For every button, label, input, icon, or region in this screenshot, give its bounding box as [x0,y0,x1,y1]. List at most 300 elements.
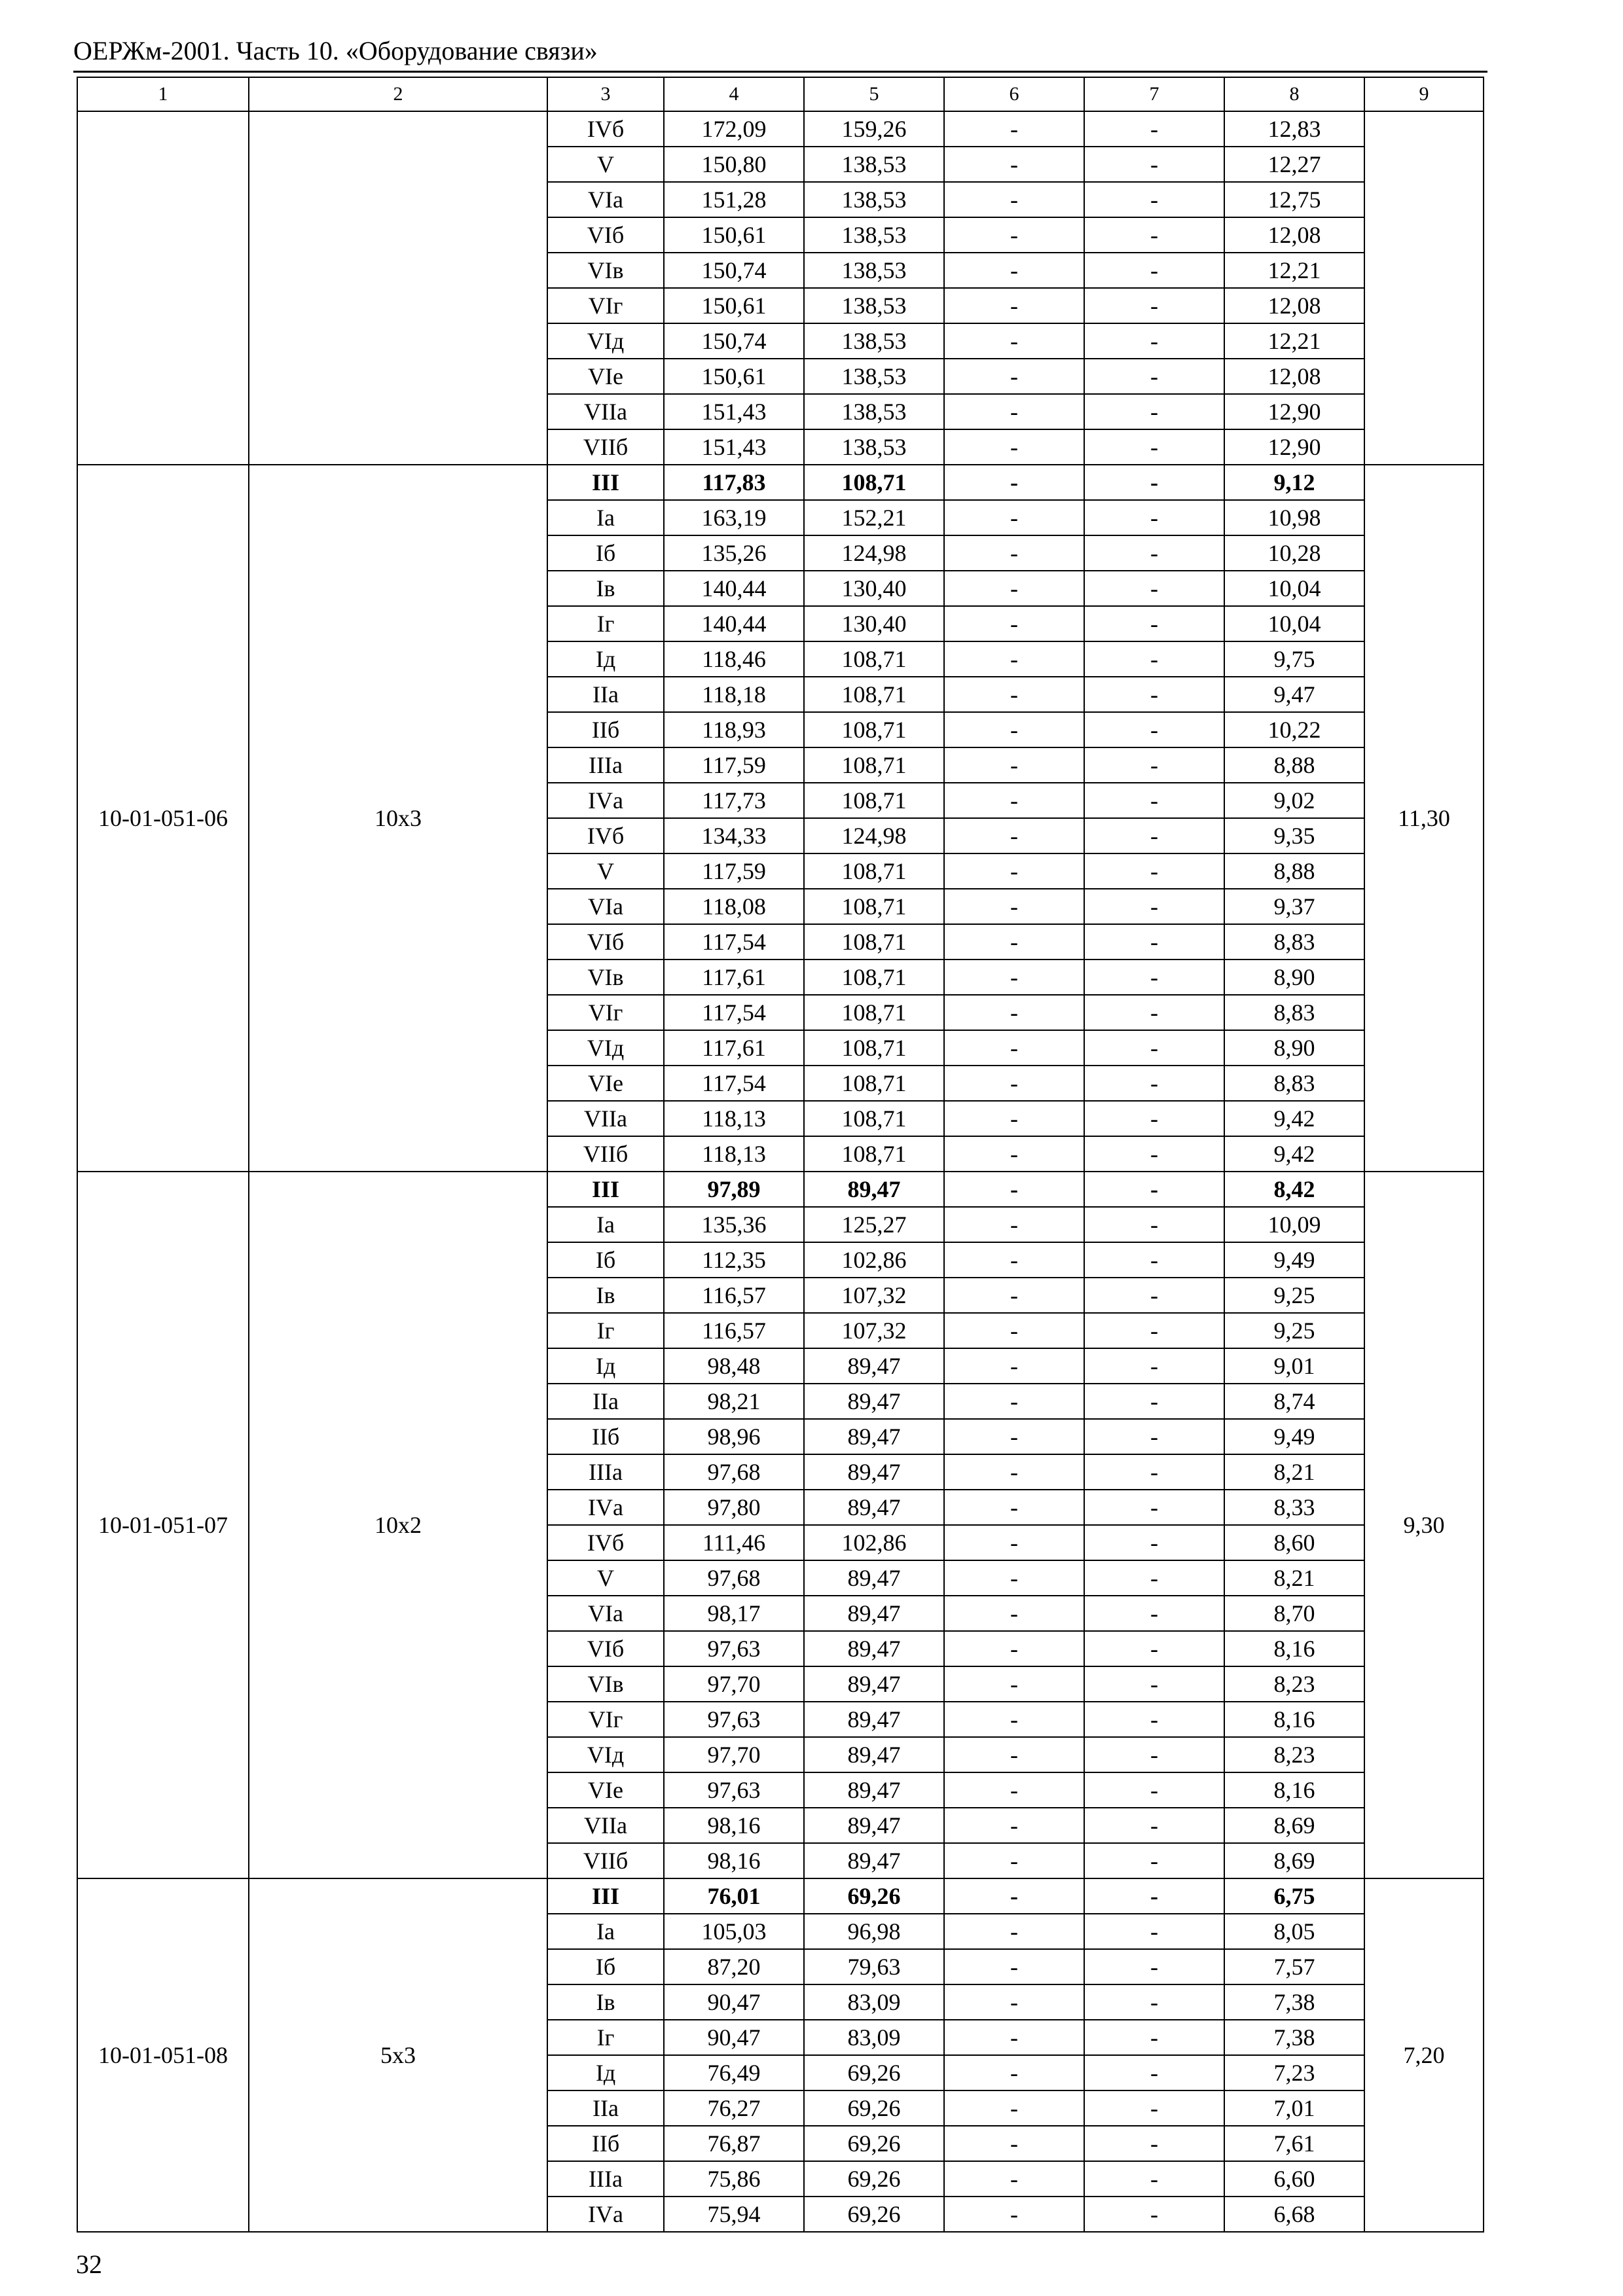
materials-cell: 12,75 [1224,182,1364,217]
materials-cell: 9,42 [1224,1101,1364,1136]
machine-cell: - [944,1242,1084,1278]
wage-cell: 108,71 [804,1136,944,1172]
total-cell: 150,74 [664,323,804,359]
total-cell: 98,16 [664,1843,804,1878]
total-cell: 76,27 [664,2090,804,2126]
wage-cell: 130,40 [804,571,944,606]
category-cell: Iб [547,535,664,571]
column-number: 3 [547,77,664,111]
materials-cell: 8,70 [1224,1596,1364,1631]
wage-cell: 108,71 [804,853,944,889]
wage-cell: 108,71 [804,747,944,783]
wage-cell: 102,86 [804,1242,944,1278]
machinist-wage-cell: - [1084,1101,1224,1136]
machinist-wage-cell: - [1084,1984,1224,2020]
machine-cell: - [944,2020,1084,2055]
materials-cell: 8,21 [1224,1560,1364,1596]
machinist-wage-cell: - [1084,606,1224,641]
category-cell: VIг [547,288,664,323]
machinist-wage-cell: - [1084,571,1224,606]
total-cell: 98,21 [664,1384,804,1419]
column-numbers-row [77,77,1484,111]
category-cell: Iб [547,1949,664,1984]
machine-cell: - [944,1490,1084,1525]
wage-cell: 107,32 [804,1278,944,1313]
wage-cell: 89,47 [804,1737,944,1772]
machinist-wage-cell: - [1084,182,1224,217]
wage-cell: 83,09 [804,1984,944,2020]
machinist-wage-cell: - [1084,1631,1224,1666]
wage-cell: 108,71 [804,465,944,500]
total-cell: 90,47 [664,2020,804,2055]
materials-cell: 7,23 [1224,2055,1364,2090]
category-cell: VIв [547,960,664,995]
wage-cell: 89,47 [804,1172,944,1207]
machine-cell: - [944,571,1084,606]
machine-cell: - [944,217,1084,253]
total-cell: 116,57 [664,1278,804,1313]
machinist-wage-cell: - [1084,2161,1224,2197]
total-cell: 105,03 [664,1914,804,1949]
machine-cell: - [944,995,1084,1030]
wage-cell: 69,26 [804,2197,944,2232]
machine-cell: - [944,960,1084,995]
machinist-wage-cell: - [1084,853,1224,889]
materials-cell: 8,33 [1224,1490,1364,1525]
wage-cell: 89,47 [804,1560,944,1596]
category-cell: IIб [547,712,664,747]
machine-cell: - [944,323,1084,359]
category-cell: Iа [547,500,664,535]
machine-cell: - [944,1419,1084,1454]
machinist-wage-cell: - [1084,818,1224,853]
category-cell: IIа [547,677,664,712]
wage-cell: 159,26 [804,111,944,147]
total-cell: 75,94 [664,2197,804,2232]
total-cell: 150,80 [664,147,804,182]
materials-cell: 8,90 [1224,960,1364,995]
total-cell: 151,28 [664,182,804,217]
materials-cell: 12,21 [1224,323,1364,359]
labor-cell: 11,30 [1364,465,1484,1172]
materials-cell: 8,16 [1224,1631,1364,1666]
wage-cell: 138,53 [804,253,944,288]
wage-cell: 108,71 [804,1101,944,1136]
total-cell: 76,01 [664,1878,804,1914]
category-cell: VIд [547,1737,664,1772]
total-cell: 118,08 [664,889,804,924]
wage-cell: 108,71 [804,1030,944,1066]
materials-cell: 8,88 [1224,853,1364,889]
table-row [77,465,1484,500]
category-cell: VIг [547,995,664,1030]
machine-cell: - [944,1808,1084,1843]
total-cell: 117,54 [664,1066,804,1101]
category-cell: VIа [547,1596,664,1631]
category-cell: VIе [547,359,664,394]
materials-cell: 9,75 [1224,641,1364,677]
machine-cell: - [944,465,1084,500]
category-cell: IIа [547,1384,664,1419]
total-cell: 97,70 [664,1666,804,1702]
wage-cell: 69,26 [804,2126,944,2161]
materials-cell: 6,68 [1224,2197,1364,2232]
materials-cell: 7,38 [1224,1984,1364,2020]
total-cell: 98,48 [664,1348,804,1384]
size-cell: 10х3 [249,465,547,1172]
wage-cell: 69,26 [804,2090,944,2126]
category-cell: VIIа [547,1808,664,1843]
total-cell: 118,13 [664,1136,804,1172]
total-cell: 140,44 [664,606,804,641]
machine-cell: - [944,2126,1084,2161]
machinist-wage-cell: - [1084,1808,1224,1843]
machinist-wage-cell: - [1084,500,1224,535]
category-cell: IVа [547,1490,664,1525]
machine-cell: - [944,1313,1084,1348]
wage-cell: 108,71 [804,889,944,924]
machinist-wage-cell: - [1084,924,1224,960]
category-cell: III [547,1878,664,1914]
machinist-wage-cell: - [1084,1207,1224,1242]
category-cell: VIе [547,1772,664,1808]
total-cell: 117,61 [664,1030,804,1066]
category-cell: Iа [547,1207,664,1242]
total-cell: 117,59 [664,747,804,783]
category-cell: IVб [547,111,664,147]
materials-cell: 9,25 [1224,1278,1364,1313]
materials-cell: 12,21 [1224,253,1364,288]
category-cell: Iд [547,2055,664,2090]
materials-cell: 7,38 [1224,2020,1364,2055]
materials-cell: 8,16 [1224,1702,1364,1737]
machinist-wage-cell: - [1084,1525,1224,1560]
size-cell: 5х3 [249,1878,547,2232]
materials-cell: 10,04 [1224,571,1364,606]
materials-cell: 9,37 [1224,889,1364,924]
total-cell: 172,09 [664,111,804,147]
machinist-wage-cell: - [1084,1136,1224,1172]
category-cell: Iг [547,1313,664,1348]
total-cell: 117,73 [664,783,804,818]
machine-cell: - [944,2090,1084,2126]
machinist-wage-cell: - [1084,783,1224,818]
machine-cell: - [944,747,1084,783]
total-cell: 97,89 [664,1172,804,1207]
table-row [77,111,1484,147]
wage-cell: 108,71 [804,924,944,960]
column-number: 2 [249,77,547,111]
wage-cell: 102,86 [804,1525,944,1560]
materials-cell: 10,09 [1224,1207,1364,1242]
machinist-wage-cell: - [1084,1737,1224,1772]
wage-cell: 138,53 [804,288,944,323]
wage-cell: 108,71 [804,995,944,1030]
wage-cell: 138,53 [804,217,944,253]
machine-cell: - [944,1914,1084,1949]
column-number: 4 [664,77,804,111]
wage-cell: 69,26 [804,2055,944,2090]
wage-cell: 83,09 [804,2020,944,2055]
machinist-wage-cell: - [1084,712,1224,747]
materials-cell: 12,08 [1224,359,1364,394]
machine-cell: - [944,1878,1084,1914]
category-cell: VIв [547,253,664,288]
wage-cell: 89,47 [804,1772,944,1808]
wage-cell: 125,27 [804,1207,944,1242]
category-cell: Iд [547,1348,664,1384]
wage-cell: 89,47 [804,1596,944,1631]
category-cell: IVб [547,1525,664,1560]
machinist-wage-cell: - [1084,889,1224,924]
machine-cell: - [944,535,1084,571]
column-number: 7 [1084,77,1224,111]
category-cell: VIIб [547,1843,664,1878]
header-rule [73,71,1487,73]
materials-cell: 7,01 [1224,2090,1364,2126]
total-cell: 97,63 [664,1702,804,1737]
machine-cell: - [944,1772,1084,1808]
machine-cell: - [944,606,1084,641]
materials-cell: 9,42 [1224,1136,1364,1172]
machinist-wage-cell: - [1084,995,1224,1030]
machinist-wage-cell: - [1084,2090,1224,2126]
category-cell: VIе [547,1066,664,1101]
machine-cell: - [944,1596,1084,1631]
machinist-wage-cell: - [1084,1666,1224,1702]
materials-cell: 8,23 [1224,1737,1364,1772]
machinist-wage-cell: - [1084,1878,1224,1914]
total-cell: 98,17 [664,1596,804,1631]
machinist-wage-cell: - [1084,359,1224,394]
total-cell: 97,80 [664,1490,804,1525]
category-cell: IIб [547,1419,664,1454]
wage-cell: 89,47 [804,1490,944,1525]
machine-cell: - [944,394,1084,429]
category-cell: IIIа [547,747,664,783]
total-cell: 117,83 [664,465,804,500]
category-cell: Iв [547,571,664,606]
total-cell: 98,16 [664,1808,804,1843]
category-cell: III [547,465,664,500]
category-cell: VIд [547,323,664,359]
machinist-wage-cell: - [1084,394,1224,429]
machinist-wage-cell: - [1084,2020,1224,2055]
total-cell: 150,74 [664,253,804,288]
total-cell: 118,93 [664,712,804,747]
total-cell: 150,61 [664,359,804,394]
materials-cell: 9,49 [1224,1419,1364,1454]
category-cell: III [547,1172,664,1207]
column-number: 6 [944,77,1084,111]
category-cell: Iа [547,1914,664,1949]
category-cell: V [547,147,664,182]
total-cell: 118,13 [664,1101,804,1136]
machine-cell: - [944,853,1084,889]
machinist-wage-cell: - [1084,217,1224,253]
total-cell: 117,54 [664,995,804,1030]
code-cell [77,111,249,465]
total-cell: 150,61 [664,288,804,323]
category-cell: Iг [547,606,664,641]
category-cell: VIа [547,889,664,924]
wage-cell: 138,53 [804,323,944,359]
wage-cell: 108,71 [804,641,944,677]
category-cell: IIб [547,2126,664,2161]
wage-cell: 89,47 [804,1384,944,1419]
machine-cell: - [944,1737,1084,1772]
wage-cell: 152,21 [804,500,944,535]
total-cell: 151,43 [664,429,804,465]
total-cell: 135,26 [664,535,804,571]
labor-cell: 9,30 [1364,1172,1484,1878]
total-cell: 76,49 [664,2055,804,2090]
materials-cell: 6,60 [1224,2161,1364,2197]
category-cell: VIв [547,1666,664,1702]
materials-cell: 9,12 [1224,465,1364,500]
total-cell: 87,20 [664,1949,804,1984]
machinist-wage-cell: - [1084,1348,1224,1384]
machinist-wage-cell: - [1084,2197,1224,2232]
wage-cell: 108,71 [804,1066,944,1101]
wage-cell: 108,71 [804,960,944,995]
materials-cell: 8,23 [1224,1666,1364,1702]
wage-cell: 89,47 [804,1631,944,1666]
machinist-wage-cell: - [1084,1242,1224,1278]
total-cell: 76,87 [664,2126,804,2161]
total-cell: 112,35 [664,1242,804,1278]
labor-cell [1364,111,1484,465]
wage-cell: 138,53 [804,359,944,394]
materials-cell: 7,57 [1224,1949,1364,1984]
materials-cell: 10,28 [1224,535,1364,571]
price-table [77,77,1484,2233]
wage-cell: 89,47 [804,1348,944,1384]
wage-cell: 89,47 [804,1454,944,1490]
materials-cell: 9,25 [1224,1313,1364,1348]
total-cell: 150,61 [664,217,804,253]
wage-cell: 138,53 [804,394,944,429]
total-cell: 140,44 [664,571,804,606]
category-cell: VIа [547,182,664,217]
category-cell: IIIа [547,1454,664,1490]
materials-cell: 8,60 [1224,1525,1364,1560]
category-cell: VIб [547,1631,664,1666]
machinist-wage-cell: - [1084,323,1224,359]
machinist-wage-cell: - [1084,641,1224,677]
machinist-wage-cell: - [1084,535,1224,571]
wage-cell: 108,71 [804,783,944,818]
machine-cell: - [944,288,1084,323]
category-cell: IVа [547,2197,664,2232]
machine-cell: - [944,1525,1084,1560]
total-cell: 134,33 [664,818,804,853]
category-cell: VIIа [547,394,664,429]
category-cell: VIIа [547,1101,664,1136]
machine-cell: - [944,111,1084,147]
wage-cell: 89,47 [804,1808,944,1843]
wage-cell: 138,53 [804,182,944,217]
total-cell: 90,47 [664,1984,804,2020]
materials-cell: 10,04 [1224,606,1364,641]
materials-cell: 12,83 [1224,111,1364,147]
column-number: 5 [804,77,944,111]
machine-cell: - [944,2197,1084,2232]
machinist-wage-cell: - [1084,2126,1224,2161]
machinist-wage-cell: - [1084,1454,1224,1490]
materials-cell: 9,47 [1224,677,1364,712]
category-cell: VIг [547,1702,664,1737]
machinist-wage-cell: - [1084,1172,1224,1207]
machine-cell: - [944,1631,1084,1666]
materials-cell: 12,90 [1224,429,1364,465]
wage-cell: 108,71 [804,712,944,747]
wage-cell: 69,26 [804,1878,944,1914]
total-cell: 118,18 [664,677,804,712]
machinist-wage-cell: - [1084,1949,1224,1984]
column-number: 1 [77,77,249,111]
machine-cell: - [944,1560,1084,1596]
materials-cell: 7,61 [1224,2126,1364,2161]
materials-cell: 9,01 [1224,1348,1364,1384]
category-cell: VIIб [547,429,664,465]
materials-cell: 12,27 [1224,147,1364,182]
total-cell: 97,70 [664,1737,804,1772]
category-cell: V [547,1560,664,1596]
page-number: 32 [76,2250,102,2279]
total-cell: 97,63 [664,1772,804,1808]
machinist-wage-cell: - [1084,111,1224,147]
materials-cell: 8,69 [1224,1843,1364,1878]
total-cell: 117,59 [664,853,804,889]
category-cell: VIд [547,1030,664,1066]
category-cell: IVа [547,783,664,818]
machine-cell: - [944,429,1084,465]
total-cell: 163,19 [664,500,804,535]
machinist-wage-cell: - [1084,465,1224,500]
code-cell: 10-01-051-08 [77,1878,249,2232]
machinist-wage-cell: - [1084,147,1224,182]
page-header: ОЕРЖм-2001. Часть 10. «Оборудование связи» [73,36,598,65]
machinist-wage-cell: - [1084,1772,1224,1808]
machinist-wage-cell: - [1084,960,1224,995]
materials-cell: 8,88 [1224,747,1364,783]
machine-cell: - [944,1207,1084,1242]
total-cell: 151,43 [664,394,804,429]
category-cell: VIб [547,924,664,960]
category-cell: Iг [547,2020,664,2055]
machinist-wage-cell: - [1084,1066,1224,1101]
machine-cell: - [944,1949,1084,1984]
machinist-wage-cell: - [1084,253,1224,288]
machinist-wage-cell: - [1084,1419,1224,1454]
total-cell: 75,86 [664,2161,804,2197]
machine-cell: - [944,500,1084,535]
machine-cell: - [944,1136,1084,1172]
wage-cell: 89,47 [804,1702,944,1737]
total-cell: 98,96 [664,1419,804,1454]
machine-cell: - [944,147,1084,182]
wage-cell: 138,53 [804,147,944,182]
machine-cell: - [944,1843,1084,1878]
category-cell: V [547,853,664,889]
total-cell: 118,46 [664,641,804,677]
wage-cell: 130,40 [804,606,944,641]
total-cell: 97,63 [664,1631,804,1666]
code-cell: 10-01-051-06 [77,465,249,1172]
machine-cell: - [944,1348,1084,1384]
materials-cell: 8,83 [1224,995,1364,1030]
